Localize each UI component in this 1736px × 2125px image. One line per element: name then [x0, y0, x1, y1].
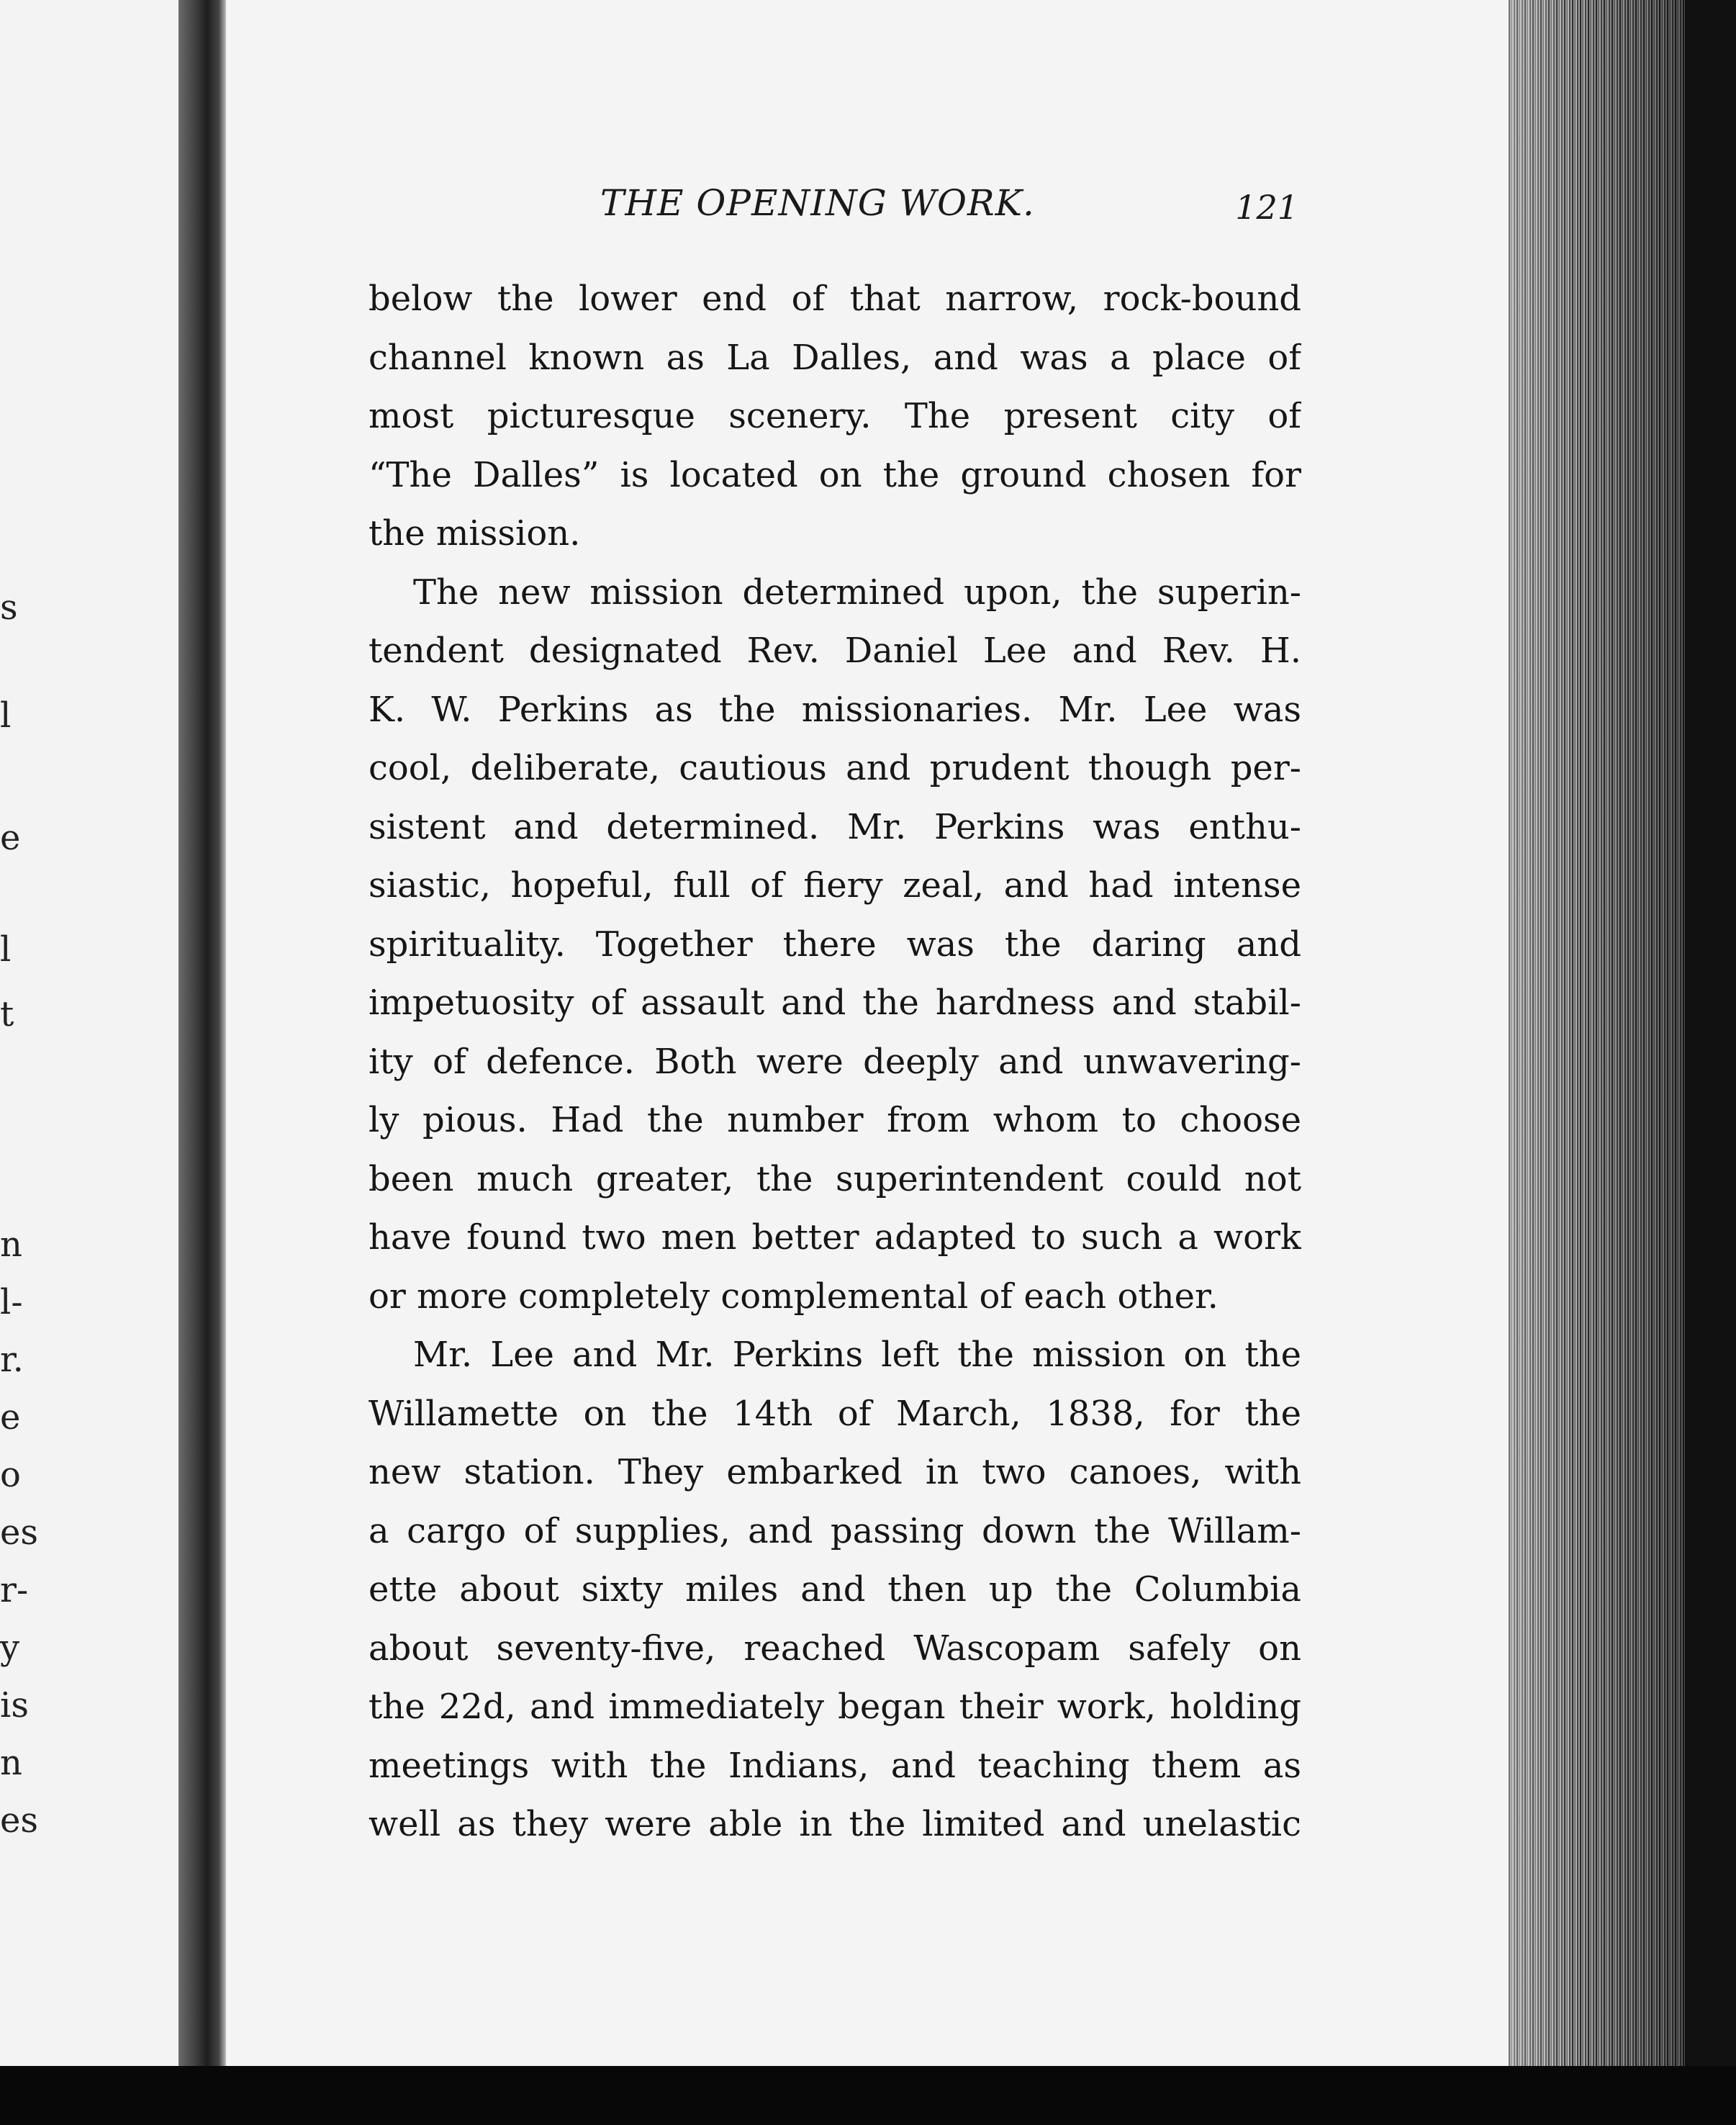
text-line: sistent and determined. Mr. Perkins was enthu- [369, 806, 1301, 847]
margin-fragment: e [0, 1397, 21, 1438]
page-number: 121 [1235, 188, 1298, 227]
text-line: a cargo of supplies, and passing down the Willam- [369, 1510, 1301, 1551]
text-line: ity of defence. Both were deeply and unwavering- [369, 1041, 1301, 1082]
text-line: been much greater, the superintendent could not [369, 1158, 1301, 1199]
text-line: meetings with the Indians, and teaching them as [369, 1745, 1301, 1786]
text-line: below the lower end of that narrow, rock-bound [369, 279, 1301, 319]
text-line: cool, deliberate, cautious and prudent though per- [369, 748, 1301, 788]
text-line: have found two men better adapted to such a work [369, 1217, 1301, 1258]
text-line: most picturesque scenery. The present city of [369, 396, 1301, 436]
book-gutter [178, 0, 226, 2066]
text-line: spirituality. Together there was the daring and [369, 924, 1301, 965]
margin-fragment: es [0, 1512, 39, 1553]
margin-fragment: y [0, 1628, 20, 1668]
scan-border-right [1685, 0, 1736, 2066]
text-line: the mission. [369, 513, 581, 554]
paragraph-journey [369, 1326, 1301, 1854]
margin-fragment: r. [0, 1340, 24, 1380]
text-line: impetuosity of assault and the hardness and stabil- [369, 983, 1301, 1023]
facing-page-edge [0, 0, 180, 2066]
running-head-title: THE OPENING WORK. [600, 182, 1035, 224]
running-head [370, 182, 1298, 233]
text-line: channel known as La Dalles, and was a place of [369, 337, 1301, 378]
margin-fragment: n [0, 1743, 22, 1783]
margin-fragment: t [0, 994, 14, 1034]
text-line: K. W. Perkins as the missionaries. Mr. Lee was [369, 689, 1301, 730]
text-line: Willamette on the 14th of March, 1838, for the [369, 1393, 1301, 1434]
margin-fragment: s [0, 587, 18, 628]
margin-fragment: es [0, 1800, 39, 1841]
text-line: tendent designated Rev. Daniel Lee and Rev. H. [369, 631, 1301, 671]
text-line: siastic, hopeful, full of fiery zeal, and had intense [369, 865, 1301, 906]
text-line: or more completely complemental of each other. [369, 1276, 1219, 1317]
margin-fragment: o [0, 1455, 21, 1495]
text-line: the 22d, and immediately began their work, holding [369, 1687, 1301, 1727]
text-line: The new mission determined upon, the superin- [413, 572, 1301, 613]
margin-fragment: is [0, 1685, 29, 1725]
margin-fragment: e [0, 818, 21, 858]
margin-fragment: l- [0, 1282, 23, 1322]
text-line: about seventy-five, reached Wascopam safely on [369, 1628, 1301, 1669]
text-line: Mr. Lee and Mr. Perkins left the mission on the [413, 1335, 1301, 1375]
margin-fragment: n [0, 1224, 22, 1265]
text-line: ly pious. Had the number from whom to choose [369, 1100, 1301, 1140]
text-line: well as they were able in the limited and unelastic [369, 1804, 1301, 1844]
text-line: new station. They embarked in two canoes, with [369, 1452, 1301, 1492]
body-text [369, 270, 1301, 1854]
margin-fragment: l [0, 695, 12, 736]
text-line: “The Dalles” is located on the ground chosen for [369, 454, 1301, 495]
scan-border-bottom [0, 2066, 1736, 2125]
margin-fragment: r- [0, 1570, 29, 1610]
text-line: ette about sixty miles and then up the Columbia [369, 1569, 1301, 1610]
paragraph-missionaries [369, 564, 1301, 1327]
paragraph-continuation [369, 270, 1301, 564]
page-edges-shading [1509, 0, 1685, 2066]
margin-fragment: l [0, 929, 12, 970]
